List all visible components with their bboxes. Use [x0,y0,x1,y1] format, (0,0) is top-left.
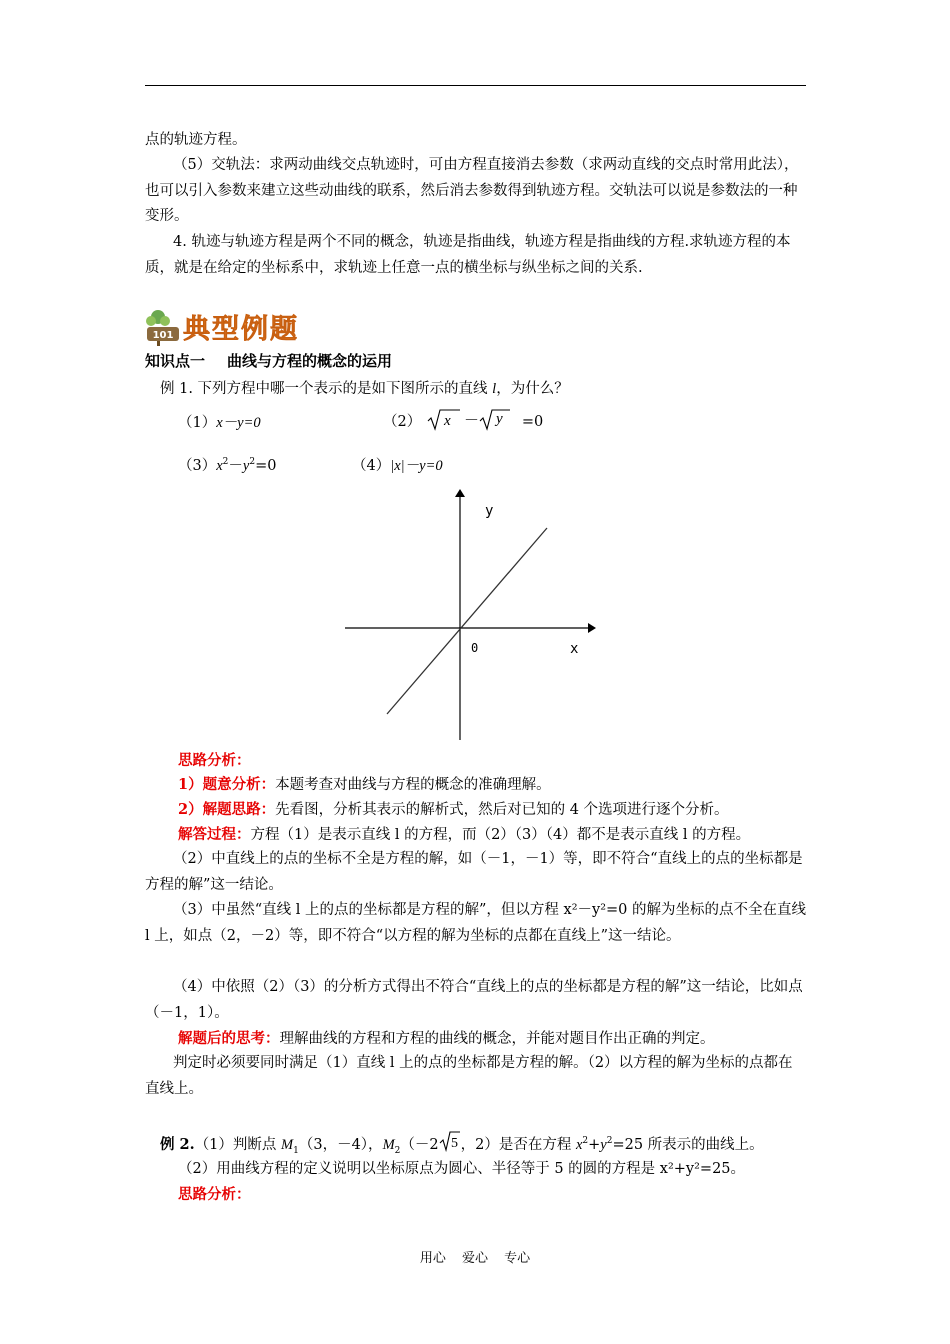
option-4: （4）|x|－y=0 [352,458,443,474]
page-footer: 用心 爱心 专心 [419,1251,531,1266]
line-graph [330,485,610,745]
y-axis-arrow-icon [455,489,465,497]
solve-process: 解答过程：方程（1）是表示直线 l 的方程，而（2）（3）（4）都不是表示直线 l 的方程。 [178,826,751,843]
x-axis-arrow-icon [588,623,596,633]
option-3: $(3)x^2-y^2=0$ [178,457,277,474]
x-axis-label: x [570,641,579,657]
analysis-paragraph-4: （4）中依照（2）（3）的分析方式得出不符合“直线上的点的坐标都是方程的解”这一结论，比如点（－1，1）。 [145,979,803,1021]
intro-paragraph-4 [145,230,807,281]
analysis-item-1: 1）题意分析：本题考查对曲线与方程的概念的准确理解。 [178,776,551,793]
option-2: （2） x － y =0 [383,407,543,433]
header-rule [145,85,806,86]
intro-p4-text: 4. 轨迹与轨迹方程是两个不同的概念，轨迹是指曲线，轨迹方程是指曲线的方程.求轨迹方程的本质，就是在给定的坐标系中，求轨迹上任意一点的横坐标与纵坐标之间的关系. [145,234,791,276]
sqrt-five-icon [439,1130,461,1154]
analysis-paragraph-2: （2）中直线上的点的坐标不全是方程的解，如（－1，－1）等，即不符合“直线上的点的坐标都是方程的解”这一结论。 [145,851,803,893]
y-axis-label: y [485,503,494,519]
example1-question: 例 1. 下列方程中哪一个表示的是如下图所示的直线 l，为什么？ [160,381,569,397]
tree-logo-icon [146,310,179,346]
intro-paragraph-5 [145,153,807,230]
svg-text:x: x [443,413,451,429]
post-solution-thinking: 解题后的思考：理解曲线的方程和方程的曲线的概念，并能对题目作出正确的判定。 [178,1030,715,1047]
intro-p5-text: （5）交轨法：求两动曲线交点轨迹时，可由方程直接消去参数（求两动直线的交点时常用此法），也可以引入参数来建立这些动曲线的联系，然后消去参数得到轨迹方程。交轨法可以说是参数法的一种变形。 [145,157,799,224]
sqrt-expression-icon [426,407,522,433]
banner-title: 典型例题 [183,314,299,345]
section-prefix: 知识点一 [145,352,206,370]
section-title: 曲线与方程的概念的运用 [227,352,393,370]
svg-text:y: y [495,411,503,427]
svg-text:－: － [463,413,479,429]
line-l [387,528,547,714]
typical-examples-banner [143,303,328,348]
svg-text:5: 5 [450,1136,458,1151]
analysis-item-2: 2）解题思路：先看图，分析其表示的解析式，然后对已知的 4 个选项进行逐个分析。 [178,801,729,818]
analysis-paragraph-3: （3）中虽然“直线 l 上的点的坐标都是方程的解”，但以方程 x²－y²=0 的解为坐标的点不全在直线 l 上，如点（2，－2）等，即不符合“以方程的解为坐标的点都在直线上”这一结论。 [145,902,806,944]
thinking-paragraph: 判定时必须要同时满足（1）直线 l 上的点的坐标都是方程的解。（2）以方程的解为坐标的点都在直线上。 [145,1055,793,1097]
example2-part2: （2）用曲线方程的定义说明以坐标原点为圆心、半径等于 5 的圆的方程是 x²+y²=25。 [178,1161,746,1177]
example2-part1: 例 2.（1）判断点 $M_1(3$，－4），$M_2(-2$ 5 ，2）是否在方程 $x^2+y^2=25$ 所表示的曲线上。 [160,1130,764,1154]
banner-badge: 101 [152,330,174,341]
option-1: （1）x－y=0 [178,415,261,431]
example2-analysis-heading: 思路分析： [178,1186,251,1203]
section-heading [145,350,392,371]
analysis-heading: 思路分析： [178,752,251,769]
origin-label: 0 [471,641,479,655]
intro-line: 点的轨迹方程。 [145,132,247,148]
